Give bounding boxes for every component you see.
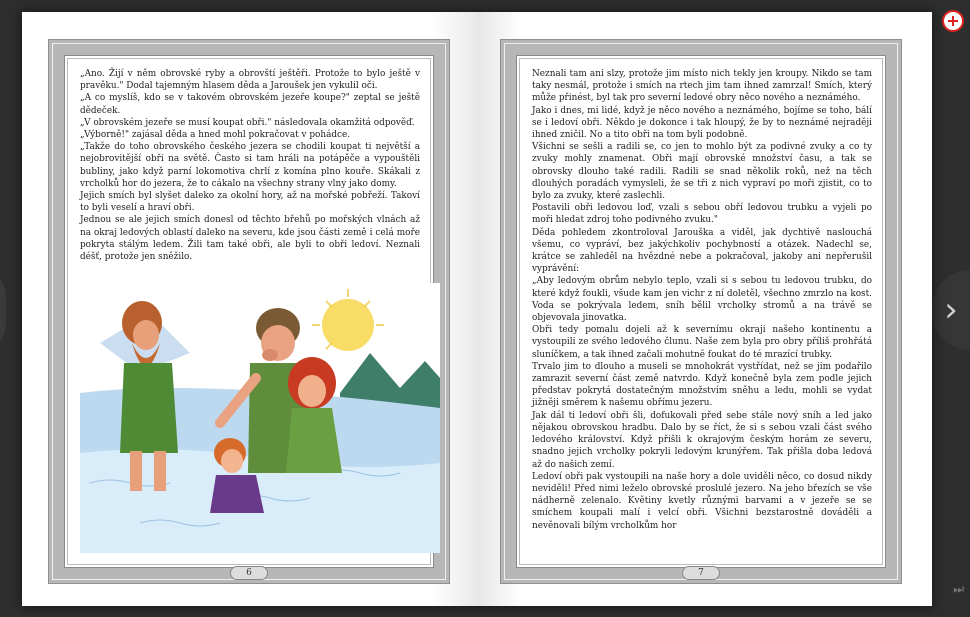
page-content-area xyxy=(516,55,886,578)
paragraph: Jejich smích byl slyšet daleko za okolní hory, až na mořské pobřeží. Takoví to byli veselí a hraví obři. xyxy=(80,191,420,214)
paragraph: „Ano. Žijí v něm obrovské ryby a obrovští ještěři. Protože to bylo ještě v pravěku." Dodal tajemným hlasem děda a Jaroušek jen vykulil oči. xyxy=(80,69,420,92)
paragraph: Všichni se sešli a radili se, co jen to mohlo být za podivné zvuky a co ty zvuky mohly znamenat. Obři mají obrovské množství času, a tak se obrovsky dlouho také radili. Radili se snad několik roků, než na těch dlouhých poradách vymysleli, že se tři z nich vypraví po moři zjistit, co to bylo za zvuky, které zaslechli. xyxy=(532,142,872,202)
paragraph: Neznali tam ani slzy, protože jim místo nich tekly jen kroupy. Nikdo se tam taky nesmál, protože i smích na rtech jim tam ihned zamrzal! Smích, který může přinést, byl tak pro severní ledové obry něco nového a neznámého. xyxy=(532,69,872,104)
paragraph: „A co myslíš, kdo se v takovém obrovském jezeře koupe?" zeptal se ještě dědeček. xyxy=(80,93,420,116)
zoom-in-button[interactable] xyxy=(942,10,964,32)
page-content-area xyxy=(64,55,434,578)
paragraph: „V obrovském jezeře se musí koupat obři." následovala okamžitá odpověď. xyxy=(80,117,415,128)
page-ornamental-frame xyxy=(48,39,450,584)
paragraph: „Takže do toho obrovského českého jezera se chodili koupat ti největší a nejobrovitější obři na světě. Často si tam hráli na potápěče a vypouštěli bubliny, jako když parní lokomotiva chrlí z komína plno kouře. Skákali z vrcholků hor do jezera, že to cákalo na všechny strany vlny jako domy. xyxy=(80,142,420,189)
right-page[interactable] xyxy=(477,12,932,606)
paragraph: „Aby ledovým obrům nebylo teplo, vzali si s sebou tu ledovou trubku, do které když foukli, všude kam jen vichr z ní doletěl, všechno zmrzlo na kost. Voda se pokrývala ledem, sníh bělil vrcholky stromů a na trávě se objevovala jinovatka. xyxy=(532,276,872,324)
paragraph: „Výborně!" zajásal děda a hned mohl pokračovat v pohádce. xyxy=(80,130,351,141)
paragraph: Postavili obři ledovou loď, vzali s sebou obří ledovou trubku a vyjeli po moři hledat zdroj toho podivného zvuku." xyxy=(532,203,872,226)
paragraph: Ledoví obři pak vystoupili na naše hory a dole uviděli něco, co dosud nikdy neviděli! Před nimi leželo obrovské proslulé jezero. Na jeho březích se vše nádherně zelenalo. Květiny kvetly různými barvami a v jezeře se se smíchem koupali malí i velcí obři. Všichni bezstarostně dováděli a nevěnovali bílým vrcholkům hor xyxy=(532,471,872,531)
paragraph: Trvalo jim to dlouho a museli se mnohokrát vystřídat, než se jim podařilo zamrazit severní část země natvrdo. Když konečně byla zem podle jejich představ pokrytá dostatečným množstvím sněhu a ledu, mohli se vydat jižněji směrem k našemu obřímu jezeru. xyxy=(532,361,872,409)
page-number: 6 xyxy=(230,566,268,580)
page-number: 7 xyxy=(682,566,720,580)
paragraph: Jednou se ale jejich smích donesl od těchto břehů po mořských vlnách až na okraj ledových oblastí daleko na severu, kde jsou části země i celá moře pokryta stálým ledem. Žili tam také obři, ale byli to obři ledoví. Neznali déšť, protože jen sněžilo. xyxy=(80,215,420,263)
right-page-text xyxy=(532,68,872,532)
paragraph: Děda pohledem zkontroloval Jarouška a viděl, jak dychtivě naslouchá všemu, co vypráví, bez jakýchkoliv pochybností a otázek. Nadechl se, krátce se zahleděl na hvězdné nebe a pokračoval, jakoby ani nepřerušil vyprávění: xyxy=(532,227,872,275)
paragraph: Obři tedy pomalu dojeli až k severnímu okraji našeho kontinentu a vystoupili ze svého ledového člunu. Naše zem byla pro obry příliš prohřátá sluníčkem, a tak ihned začali mohutně foukat do té mrazící trubky. xyxy=(532,325,872,360)
page-ornamental-frame xyxy=(500,39,902,584)
last-page-icon[interactable]: ⏭ xyxy=(953,582,964,596)
open-book xyxy=(22,12,932,606)
left-page-text xyxy=(80,68,420,263)
next-page-button[interactable] xyxy=(932,270,970,350)
left-page[interactable] xyxy=(22,12,477,606)
chevron-right-icon: › xyxy=(944,290,958,330)
sun xyxy=(322,299,374,351)
paragraph: Jako i dnes, mi lidé, když je něco nového a neznámého, bojíme se toho, bálí se i ledoví obři. Někdo je dokonce i tak hloupý, že by to neznámé nejraději ihned zničil. No a tito obři na tom byli podobně. xyxy=(532,105,872,141)
paragraph: Jak dál ti ledoví obři šli, dofukovali před sebe stále nový sníh a led jako nějakou obrovskou hradbu. Dalo by se říct, že si s sebou vzali část svého ledového království. Když přišli k okrajovým českým horám ze severu, snadno jejich vrcholky pokryli ledovým krunýřem. Tak přišla doba ledová až do našich zemí. xyxy=(532,410,872,470)
prev-page-button[interactable] xyxy=(0,270,6,350)
giants-illustration xyxy=(80,283,440,553)
